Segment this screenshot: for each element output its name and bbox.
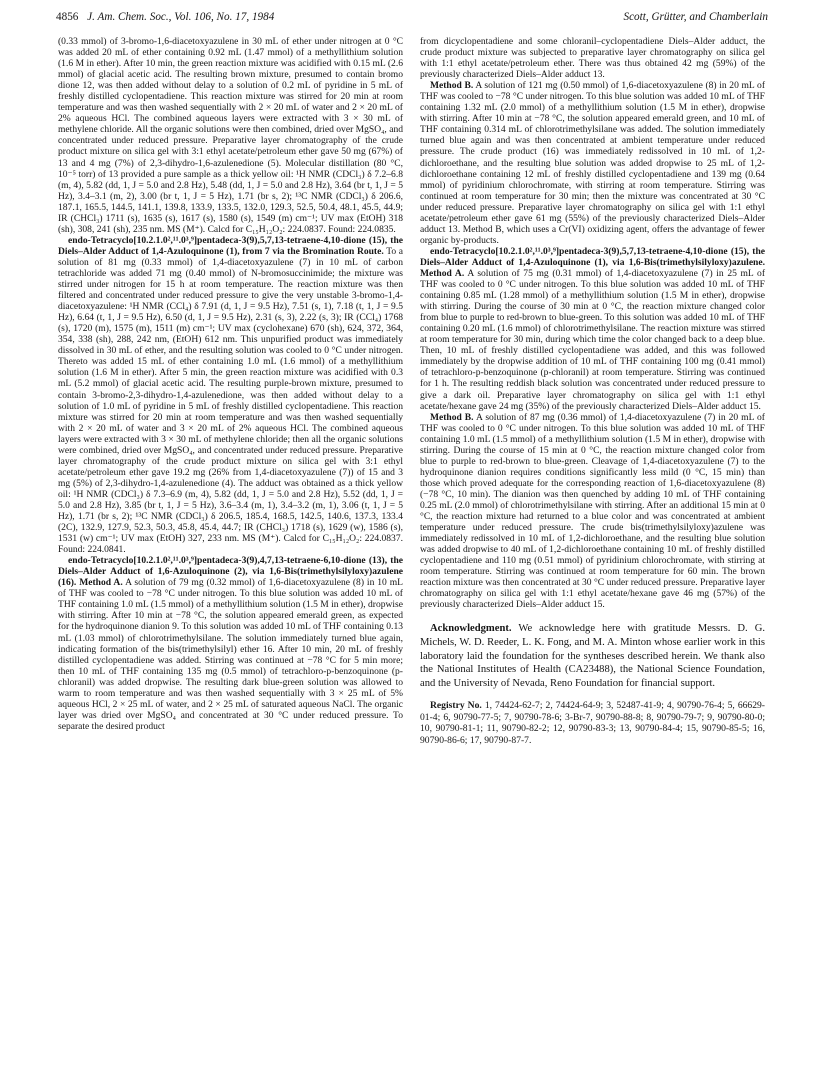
section-heading: Method B. <box>430 411 474 423</box>
paragraph <box>420 412 765 611</box>
journal-citation: J. Am. Chem. Soc., Vol. 106, No. 17, 1984 <box>87 11 275 23</box>
paragraph <box>420 246 765 412</box>
body-text: A solution of 121 mg (0.50 mmol) of 1,6-diacetoxyazulene (8) in 20 mL of THF was cooled to −78 °C under nitrogen. To this blue solution was added 10 mL of THF containing 1.32 mL (2.0 mmol) of a methyllithium solution (1.5 M in ether), dropwise with stirring. After 10 min at −78 °C, the solution appeared emerald green, and 10 mL of THF containing 0.314 mL of chlorotrimethylsilane was added. The solution immediately turned blue again and was then concentrated at ambient temperature under reduced pressure. The crude product (16) was immediately redissolved in 10 mL of 1,2-dichloroethane, and the resulting blue solution was added dropwise to 25 mL of 1,2-dichloroethane containing 12 mL of freshly distilled cyclopentadiene and 139 mg (0.64 mmol) of pyridinium chlorochromate, with stirring at room temperature. Stirring was continued at room temperature for 30 min; then the mixture was concentrated at 30 °C under reduced pressure. Preparative layer chromatography on silica gel with 1:1 ethyl acetate/petroleum ether gave 61 mg (55%) of the previously characterized Diels–Alder adduct 13. Method B, which uses a Cr(VI) oxidizing agent, offers the advantage of fewer organic by-products. <box>420 80 766 246</box>
acknowledgment-text: We acknowledge here with gratitude Messrs. D. G. Michels, W. D. Reeder, L. K. Fong, and M. A. Minton whose earlier work in this laboratory laid the foundation for the syntheses described herein. We thank also the National Institutes of Health (CA23488), the National Science Foundation, and the University of Nevada, Reno Foundation for financial support. <box>420 623 765 689</box>
registry-numbers <box>420 700 765 746</box>
paragraph <box>420 80 765 246</box>
acknowledgment <box>420 622 765 690</box>
paragraph <box>58 555 403 732</box>
author-header: Scott, Grütter, and Chamberlain <box>623 11 768 23</box>
body-text: (0.33 mmol) of 3-bromo-1,6-diacetoxyazulene in 30 mL of ether under nitrogen at 0 °C was added 20 mL of ether containing 0.92 mL (1.47 mmol) of a methyllithium solution (1.6 M in ether). After 10 min, the green reaction mixture was acidified with 0.15 mL (2.6 mmol) of glacial acetic acid. The resulting brown mixture, presumed to contain bromo dione 12, was then added without delay to a solution of 0.2 mL of pyridine in 5 mL of freshly distilled cyclopentadiene. This reaction mixture was stirred for 20 min at room temperature and was then washed sequentially with 2 × 20 mL of water and 2 × 20 mL of 2% aqueous HCl. The combined aqueous layers were extracted with 3 × 30 mL of methylene chloride. All the organic solutions were then combined, dried over MgSO₄, and concentrated under reduced pressure. Preparative layer chromatography of the crude product mixture on silica gel with 3:1 ethyl acetate/petroleum ether gave 50 mg (67%) of 13 and 4 mg (7%) of 2,3-dihydro-1,6-azulenedione (5). Molecular distillation (80 °C, 10⁻⁵ torr) of 13 provided a pure sample as a thick yellow oil: ¹H NMR (CDCl₃) δ 7.2–6.8 (m, 4), 5.82 (dd, 1, J = 5.0 and 2.8 Hz), 5.48 (dd, 1, J = 5.0 and 2.8 Hz), 3.64 (br t, 1, J = 5 Hz), 3.4–3.1 (m, 2), 3.00 (br t, 1, J = 5 Hz), 1.71 (br s, 2); ¹³C NMR (CDCl₃) δ 206.6, 187.1, 165.5, 144.5, 141.1, 139.8, 133.9, 133.5, 132.0, 129.3, 52.5, 50.4, 48.1, 45.5, 44.9; IR (CHCl₃) 1711 (s), 1635 (s), 1617 (s), 1580 (s), 1549 (m) cm⁻¹; UV max (EtOH) 318 (sh), 308, 241 (sh), 235 nm. MS (M⁺). Calcd for C₁₅H₁₂O₂: 224.0837. Found: 224.0835. <box>58 36 403 235</box>
section-heading: endo-Tetracyclo[10.2.1.0²,¹¹.0³,⁹]pentadeca-3(9),5,7,13-tetraene-4,10-dione (15), the Diels–Alder Adduct of 1,4-Azuloquinone (1), via 1,6-Bis(trimethylsilyloxy)azulene. Method A. <box>420 245 765 279</box>
paragraph <box>58 36 403 235</box>
body-text: from dicyclopentadiene and some chloranil–cyclopentadiene Diels–Alder adduct, the crude product mixture was subjected to preparative layer chromatography on silica gel with 1:1 ethyl acetate/petroleum ether. There was thus obtained 42 mg (59%) of the previously characterized Diels–Alder adduct 13. <box>420 36 765 81</box>
body-text: A solution of 79 mg (0.32 mmol) of 1,6-diacetoxyazulene (8) in 10 mL of THF was cooled to −78 °C under nitrogen. To this blue solution was added 10 mL of THF containing 1.0 mL (1.5 mmol) of a methyllithium solution (1.5 M in ether), dropwise with stirring. After 10 min at −78 °C, the solution appeared emerald green, as expected for the hydroquinone dianion 9. To this solution was added 10 mL of THF containing 0.13 mL (1.03 mmol) of chlorotrimethylsilane. The solution immediately turned blue again, indicating formation of the bis(trimethylsilyl) ether 16. After 10 min, 20 mL of freshly distilled cyclopentadiene was added. Stirring was continued at −78 °C for 5 min more; then 10 mL of THF containing 135 mg (0.5 mmol) of tetrachloro-p-benzoquinone (p-chloranil) was added dropwise. The resulting dark blue-green solution was allowed to warm to room temperature and was then washed sequentially with 3 × 25 mL of 5% aqueous HCl, 2 × 25 mL of water, and 2 × 25 mL of saturated aqueous NaCl. The organic layer was dried over MgSO₄ and concentrated at 30 °C under reduced pressure. To separate the desired product <box>58 577 404 732</box>
section-heading: Method B. <box>430 80 474 92</box>
left-column <box>58 36 403 732</box>
body-text: A solution of 87 mg (0.36 mmol) of 1,4-diacetoxyazulene (7) in 20 mL of THF was cooled to 0 °C under nitrogen. To this blue solution was added 10 mL of THF containing 1.0 mL (1.5 mmol) of a methyllithium solution (1.5 M in ether), dropwise with stirring. During the course of 15 min at 0 °C, the reaction mixture changed color from blue to purple to red-brown to blue-green. Cleavage of 1,4-diacetoxyazulene (7) to the hydroquinone dianion requires conditions significantly less mild (0 °C, 15 min) than those which proved adequate for the corresponding reaction of 1,6-diacetoxyazulene (8) (−78 °C, 10 min). The dianion was then quenched by adding 10 mL of THF containing 0.25 mL (2.0 mmol) of chlorotrimethylsilane with stirring. After an additional 15 min at 0 °C, the reaction mixture had returned to a blue color and was concentrated at ambient temperature under reduced pressure. The crude bis(trimethylsilyloxy)azulene was immediately redissolved in 10 mL of 1,2-dichloroethane, and the resulting blue solution was added dropwise to 40 mL of 1,2-dichloroethane containing 10 mL of freshly distilled cyclopentadiene and 110 mg (0.51 mmol) of pyridinium chlorochromate, with stirring at room temperature. Stirring was continued at room temperature for 60 min. The brown reaction mixture was then concentrated at 30 °C under reduced pressure. Preparative layer chromatography on silica gel with 1:1 ethyl acetate/hexane gave 46 mg (57%) of the previously characterized Diels–Alder adduct 15. <box>420 411 765 611</box>
acknowledgment-heading: Acknowledgment. <box>430 623 512 635</box>
body-text: A solution of 75 mg (0.31 mmol) of 1,4-diacetoxyazulene (7) in 25 mL of THF was cooled to 0 °C under nitrogen. To this blue solution was added 10 mL of THF containing 0.85 mL (1.28 mmol) of a methyllithium solution (1.5 M in ether), dropwise with stirring. During the course of 30 min at 0 °C, the reaction mixture changed color from blue to purple to red-brown to blue-green. To this solution was added 10 mL of THF containing 0.20 mL (1.6 mmol) of chlorotrimethylsilane. The reaction mixture was stirred at room temperature for 30 min, during which time the color changed back to a deep blue. Then, 10 mL of freshly distilled cyclopentadiene was added, and this was followed immediately by the dropwise addition of 10 mL of THF containing 100 mg (0.41 mmol) of tetrachloro-p-benzoquinone (p-chloranil) at room temperature. Stirring was continued for 1 h. The resulting reddish black solution was concentrated under reduced pressure to give a dark oil. Preparative layer chromatography on silica gel with 1:1 ethyl acetate/hexane gave 24 mg (35%) of the previously characterized Diels–Alder adduct 15. <box>420 267 765 412</box>
body-text: To a solution of 81 mg (0.33 mmol) of 1,4-diacetoxyazulene (7) in 10 mL of carbon tetrachloride was added 71 mg (0.40 mmol) of N-bromosuccinimide; the mixture was stirred under nitrogen for 15 h at room temperature. The reaction mixture was then filtered and concentrated under reduced pressure to give the very unstable 3-bromo-1,4-diacetoxyazulene: ¹H NMR (CCl₄) δ 7.91 (d, 1, J = 9.5 Hz), 7.51 (s, 1), 7.18 (t, 1, J = 9.5 Hz), 6.64 (t, 1, J = 9.5 Hz), 6.50 (d, 1, J = 9.5 Hz), 2.31 (s, 3), 2.22 (s, 3); IR (CCl₄) 1768 (s), 1720 (m), 1575 (m), 1511 (m) cm⁻¹; UV max (cyclohexane) 670 (sh), 624, 372, 364, 354, 338 (sh), 288, 242 nm, (EtOH) 612 nm. This unpurified product was immediately dissolved in 30 mL of ether, and the resulting solution was cooled to 0 °C under nitrogen. Thereto was added 15 mL of ether containing 1.0 mL (1.6 mmol) of a methyllithium solution (1.6 M in ether). After 5 min, the green reaction mixture was acidified with 0.3 mL (5.2 mmol) of glacial acetic acid. The resulting purple-brown mixture, presumed to contain 3-bromo-2,3-dihydro-1,4-azulenedione, was then added without delay to a solution of 1.0 mL of pyridine in 5 mL of freshly distilled cyclopentadiene. This reaction mixture was stirred for 20 min at room temperature and was then washed sequentially with 2 × 20 mL of water and 3 × 20 mL of 2% aqueous HCl. The combined aqueous layers were extracted with 3 × 30 mL of methylene chloride; then all the organic solutions were combined, dried over MgSO₄, and concentrated under reduced pressure. Preparative layer chromatography of the crude product mixture on silica gel with 3:1 ethyl acetate/petroleum ether gave 19.2 mg (26% from 1,4-diacetoxyazulene (7)) of 15 and 3 mg (5%) of 2,3-dihydro-1,4-azulenedione (4). The adduct was obtained as a thick yellow oil: ¹H NMR (CDCl₃) δ 7.3–6.9 (m, 4), 5.82 (dd, 1, J = 5.0 and 2.8 Hz), 5.52 (dd, 1, J = 5.0 and 2.8 Hz), 3.85 (br t, 1, J = 5 Hz), 3.6–3.4 (m, 1), 3.4–3.2 (m, 1), 3.06 (t, 1, J = 5 Hz), 1.71 (br s, 2); ¹³C NMR (CDCl₃) δ 206.5, 185.4, 168.5, 142.5, 140.6, 137.3, 133.4 (2C), 132.9, 127.9, 52.3, 50.3, 45.8, 45.4, 44.7; IR (CHCl₃) 1718 (s), 1629 (w), 1586 (s), 1531 (w) cm⁻¹; UV max (EtOH) 327, 233 nm. MS (M⁺). Calcd for C₁₅H₁₂O₂: 224.0837. Found: 224.0841. <box>58 245 404 556</box>
page-number: 4856 <box>56 11 79 23</box>
section-heading: endo-Tetracyclo[10.2.1.0²,¹¹.0³,⁹]pentadeca-3(9),5,7,13-tetraene-4,10-dione (15), the Diels–Alder Adduct of 1,4-Azuloquinone (1), from 7 via the Bromination Route. <box>58 234 403 257</box>
running-head <box>56 9 768 25</box>
registry-text: 1, 74424-62-7; 2, 74424-64-9; 3, 52487-41-9; 4, 90790-76-4; 5, 66629-01-4; 6, 90790-77-5; 7, 90790-78-6; 3-Br-7, 90790-88-8; 8, 90790-79-7; 9, 90790-80-0; 10, 90790-81-1; 11, 90790-82-2; 12, 90790-83-3; 13, 90790-84-4; 15, 90790-85-5; 16, 90790-86-6; 17, 90790-87-7. <box>420 700 765 746</box>
registry-heading: Registry No. <box>430 700 482 712</box>
section-heading: endo-Tetracyclo[10.2.1.0²,¹¹.0³,⁹]pentadeca-3(9),4,7,13-tetraene-6,10-dione (13), the Diels–Alder Adduct of 1,6-Azuloquinone (2), via 1,6-Bis(trimethylsilyloxy)azulene (16). Method A. <box>58 555 403 589</box>
right-column <box>420 36 765 746</box>
paragraph <box>58 235 403 555</box>
paragraph <box>420 36 765 80</box>
